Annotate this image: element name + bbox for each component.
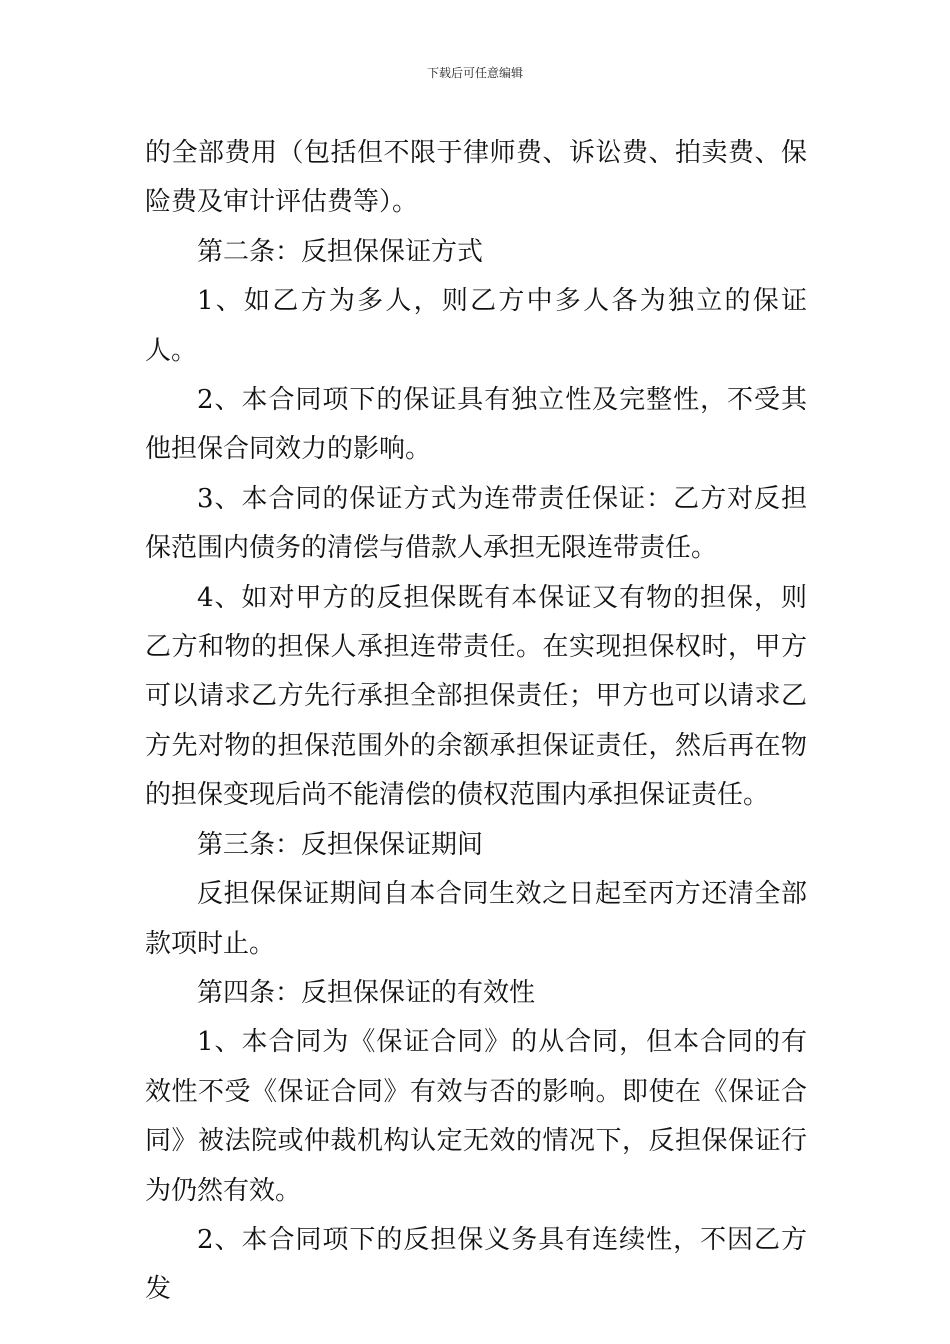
article-2-clause-4: 4、如对甲方的反担保既有本保证又有物的担保，则乙方和物的担保人承担连带责任。在实现担保权时，甲方可以请求乙方先行承担全部担保责任；甲方也可以请求乙方先对物的担保范围外的余额承担保证责任，然后再在物的担保变现后尚不能清偿的债权范围内承担保证责任。 (145, 582, 807, 811)
paragraph-fee-continuation: 的全部费用（包括但不限于律师费、诉讼费、拍卖费、保险费及审计评估费等）。 (145, 138, 807, 218)
article-2-clause-1: 1、如乙方为多人，则乙方中多人各为独立的保证人。 (145, 286, 807, 366)
article-2-clause-2: 2、本合同项下的保证具有独立性及完整性，不受其他担保合同效力的影响。 (145, 385, 807, 465)
article-3-body: 反担保保证期间自本合同生效之日起至丙方还清全部款项时止。 (145, 879, 807, 959)
document-body (145, 129, 807, 1315)
article-4-clause-2: 2、本合同项下的反担保义务具有连续性，不因乙方发 (145, 1224, 807, 1305)
article-4-heading: 第四条：反担保保证的有效性 (197, 977, 536, 1008)
article-2-heading: 第二条：反担保保证方式 (197, 236, 484, 267)
article-4-clause-1: 1、本合同为《保证合同》的从合同，但本合同的有效性不受《保证合同》有效与否的影响。即使在《保证合同》被法院或仲裁机构认定无效的情况下，反担保保证行为仍然有效。 (145, 1027, 807, 1206)
page-header: 下载后可任意编辑 (426, 66, 523, 80)
article-3-heading: 第三条：反担保保证期间 (197, 829, 484, 860)
article-2-clause-3: 3、本合同的保证方式为连带责任保证：乙方对反担保范围内债务的清偿与借款人承担无限连带责任。 (145, 483, 807, 564)
